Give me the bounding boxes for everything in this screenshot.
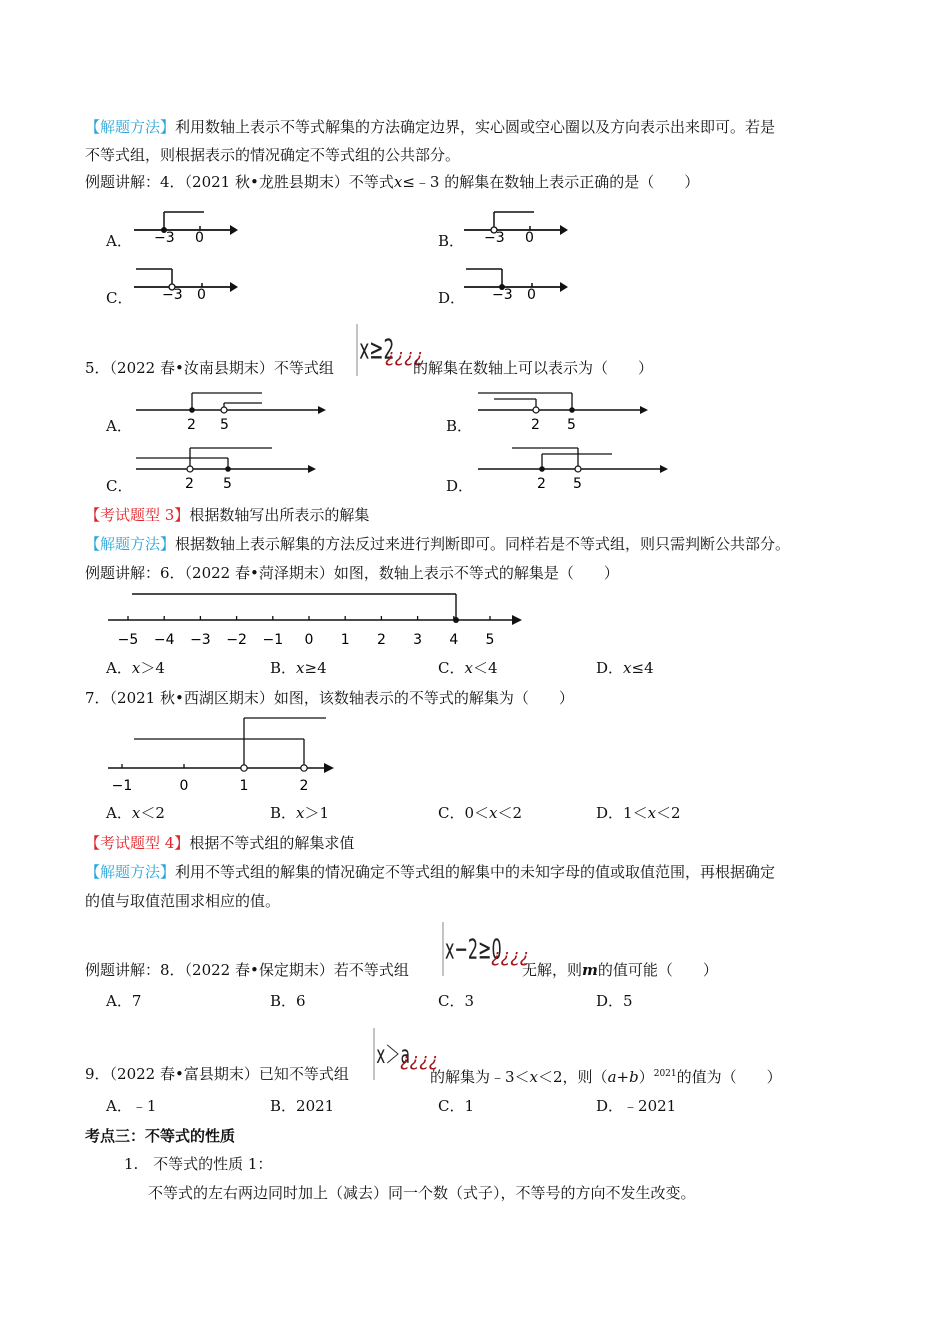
q4-var: x — [393, 173, 403, 191]
type3-text: 根据数轴写出所表示的解集 — [189, 506, 370, 524]
item1-label: 不等式的性质 1： — [153, 1155, 273, 1173]
q6-tick-label: 4 — [449, 632, 459, 648]
q4-option-b-label[interactable]: B． — [438, 232, 465, 250]
method-text-line2: 不等式组，则根据表示的情况确定不等式组的公共部分。 — [85, 146, 461, 164]
q8-var: m — [582, 961, 598, 979]
q6-option-b[interactable]: B．x≥4 — [270, 659, 327, 677]
q8-system-text: x−2≥0 — [445, 934, 502, 966]
method3-tag: 【解题方法】 — [85, 535, 176, 553]
q6-tick-label: −5 — [117, 632, 139, 648]
q8-option-b[interactable]: B．6 — [270, 992, 306, 1010]
q6-option-c[interactable]: C．x＜4 — [438, 659, 498, 677]
q6-options — [104, 658, 864, 680]
q5-garble: ¿¿¿¿ — [385, 346, 424, 367]
point-3-item-1 — [124, 1154, 272, 1174]
q5-system-text: x≥2 — [359, 334, 395, 366]
method-paragraph-1 — [85, 117, 775, 137]
q5-stem-text: 5．（2022 春•汝南县期末）不等式组 — [85, 359, 334, 377]
q7-number-line — [104, 714, 340, 794]
q6-tick-label: 1 — [340, 632, 350, 648]
q6-option-d[interactable]: D．x≤4 — [596, 659, 654, 677]
point-3-title: 考点三：不等式的性质 — [85, 1127, 236, 1145]
q4-stem-text: 例题讲解：4．（2021 秋•龙胜县期末）不等式 — [85, 173, 394, 191]
method3-text: 根据数轴上表示解集的方法反过来进行判断即可。同样若是不等式组，则只需判断公共部分。 — [175, 535, 791, 553]
exam-type-3 — [85, 505, 369, 525]
q9-rest: 的解集为﹣3＜x＜2，则$(a+b)^{2021}$的值为（ ） — [430, 1068, 782, 1086]
q8-rest: 无解，则m的值可能（ ） — [522, 961, 718, 979]
q6-tick-label: 0 — [304, 632, 314, 648]
q6-tick-label: −3 — [190, 632, 211, 648]
q7-option-b[interactable]: B．x＞1 — [270, 804, 330, 822]
q4-option-d-label[interactable]: D． — [438, 289, 466, 307]
question-6-stem: 例题讲解：6．（2022 春•菏泽期末）如图，数轴上表示不等式的解集是（ ） — [85, 564, 619, 582]
q9-system-text: x＞a — [376, 1040, 410, 1070]
q4d-tick-0: 0 — [527, 287, 536, 303]
q9-garble: ¿¿¿¿ — [400, 1050, 439, 1071]
q5-option-a-label[interactable]: A． — [106, 417, 132, 435]
q5c-tick-2: 2 — [185, 476, 194, 492]
q7-tick-label: 2 — [299, 778, 309, 794]
exam-type-4 — [85, 833, 354, 853]
q5-option-b-label[interactable]: B． — [446, 417, 473, 435]
q8-system-image — [441, 918, 530, 980]
q5a-tick-2: 2 — [187, 417, 196, 433]
q7-tick-label: 1 — [239, 778, 249, 794]
question-5-stem — [85, 358, 334, 378]
q6-tick-label: 3 — [413, 632, 423, 648]
q5b-tick-2: 2 — [531, 417, 540, 433]
point-3-item-1-text: 不等式的左右两边同时加上（减去）同一个数（式子），不等号的方向不发生改变。 — [148, 1184, 696, 1202]
q7-options — [104, 803, 864, 825]
method4-line2: 的值与取值范围求相应的值。 — [85, 892, 281, 910]
q7-option-c[interactable]: C．0＜x＜2 — [438, 804, 523, 822]
q6-tick-label: 2 — [376, 632, 386, 648]
q5a-tick-5: 5 — [220, 417, 229, 433]
q9-exponent: 2021 — [653, 1069, 677, 1079]
q5c-tick-5: 5 — [223, 476, 232, 492]
q5-option-b-number-line[interactable] — [474, 385, 654, 435]
q5-system-image — [355, 322, 424, 378]
q4a-tick-neg3: −3 — [154, 230, 175, 246]
q8-options — [104, 991, 864, 1013]
q8-option-d[interactable]: D．5 — [596, 992, 633, 1010]
q9-system-image — [372, 1024, 439, 1084]
type4-tag: 【考试题型 4】 — [85, 834, 190, 852]
q4b-tick-neg3: −3 — [484, 230, 505, 246]
q7-tick-label: 0 — [179, 778, 189, 794]
q9-option-d[interactable]: D．﹣2021 — [596, 1097, 677, 1115]
q4d-tick-neg3: −3 — [492, 287, 513, 303]
q7-tick-label: −1 — [111, 778, 133, 794]
q4c-tick-neg3: −3 — [162, 287, 183, 303]
q4-option-d-number-line[interactable] — [460, 263, 570, 303]
q5-option-c-number-line[interactable] — [132, 444, 322, 494]
q5-option-a-number-line[interactable] — [132, 385, 332, 435]
q7-option-a[interactable]: A．x＜2 — [106, 804, 165, 822]
q6-tick-label: −1 — [262, 632, 284, 648]
question-4-stem — [85, 172, 699, 192]
q5d-tick-5: 5 — [573, 476, 582, 492]
method-tag: 【解题方法】 — [85, 118, 176, 136]
q4-option-b-number-line[interactable] — [460, 206, 570, 246]
question-9-stem: 9．（2022 春•富县期末）已知不等式组 — [85, 1065, 349, 1083]
type3-tag: 【考试题型 3】 — [85, 506, 190, 524]
q4a-tick-0: 0 — [195, 230, 204, 246]
q9-option-b[interactable]: B．2021 — [270, 1097, 335, 1115]
q9-options — [104, 1096, 864, 1118]
q8-option-c[interactable]: C．3 — [438, 992, 475, 1010]
q8-garble: ¿¿¿¿ — [491, 946, 530, 967]
q5-option-c-label[interactable]: C． — [106, 477, 133, 495]
method-paragraph-4 — [85, 862, 775, 882]
q4b-tick-0: 0 — [525, 230, 534, 246]
q6-option-a[interactable]: A．x＞4 — [106, 659, 165, 677]
question-8-stem: 例题讲解：8．（2022 春•保定期末）若不等式组 — [85, 961, 409, 979]
q4-rest: ≤﹣3 的解集在数轴上表示正确的是（ ） — [402, 173, 700, 191]
method-text-line1: 利用数轴上表示不等式解集的方法确定边界，实心圆或空心圈以及方向表示出来即可。若是 — [175, 118, 776, 136]
q5-option-d-label[interactable]: D． — [446, 477, 474, 495]
q9-option-c[interactable]: C．1 — [438, 1097, 475, 1115]
q6-tick-label: −4 — [153, 632, 175, 648]
q5-rest: 的解集在数轴上可以表示为（ ） — [413, 359, 654, 377]
q5b-tick-5: 5 — [567, 417, 576, 433]
q4-option-a-number-line[interactable] — [130, 206, 240, 246]
method-paragraph-3 — [85, 534, 790, 554]
question-7-stem: 7．（2021 秋•西湖区期末）如图，该数轴表示的不等式的解集为（ ） — [85, 689, 574, 707]
method4-tag: 【解题方法】 — [85, 863, 176, 881]
q8-option-a[interactable]: A．7 — [106, 992, 142, 1010]
item1-number: 1. — [124, 1155, 139, 1173]
q5d-tick-2: 2 — [537, 476, 546, 492]
q6-number-line — [104, 590, 529, 652]
q5-option-d-number-line[interactable] — [474, 444, 674, 494]
q4-option-c-label[interactable]: C． — [106, 289, 133, 307]
q4-option-a-label[interactable]: A． — [106, 232, 132, 250]
q7-option-d[interactable]: D．1＜x＜2 — [596, 804, 681, 822]
type4-text: 根据不等式组的解集求值 — [189, 834, 355, 852]
q4-option-c-number-line[interactable] — [130, 263, 240, 303]
q6-tick-label: 5 — [485, 632, 495, 648]
q6-tick-label: −2 — [226, 632, 247, 648]
q4c-tick-0: 0 — [197, 287, 206, 303]
q9-option-a[interactable]: A．﹣1 — [106, 1097, 157, 1115]
method4-line1: 利用不等式组的解集的情况确定不等式组的解集中的未知字母的值或取值范围，再根据确定 — [175, 863, 776, 881]
